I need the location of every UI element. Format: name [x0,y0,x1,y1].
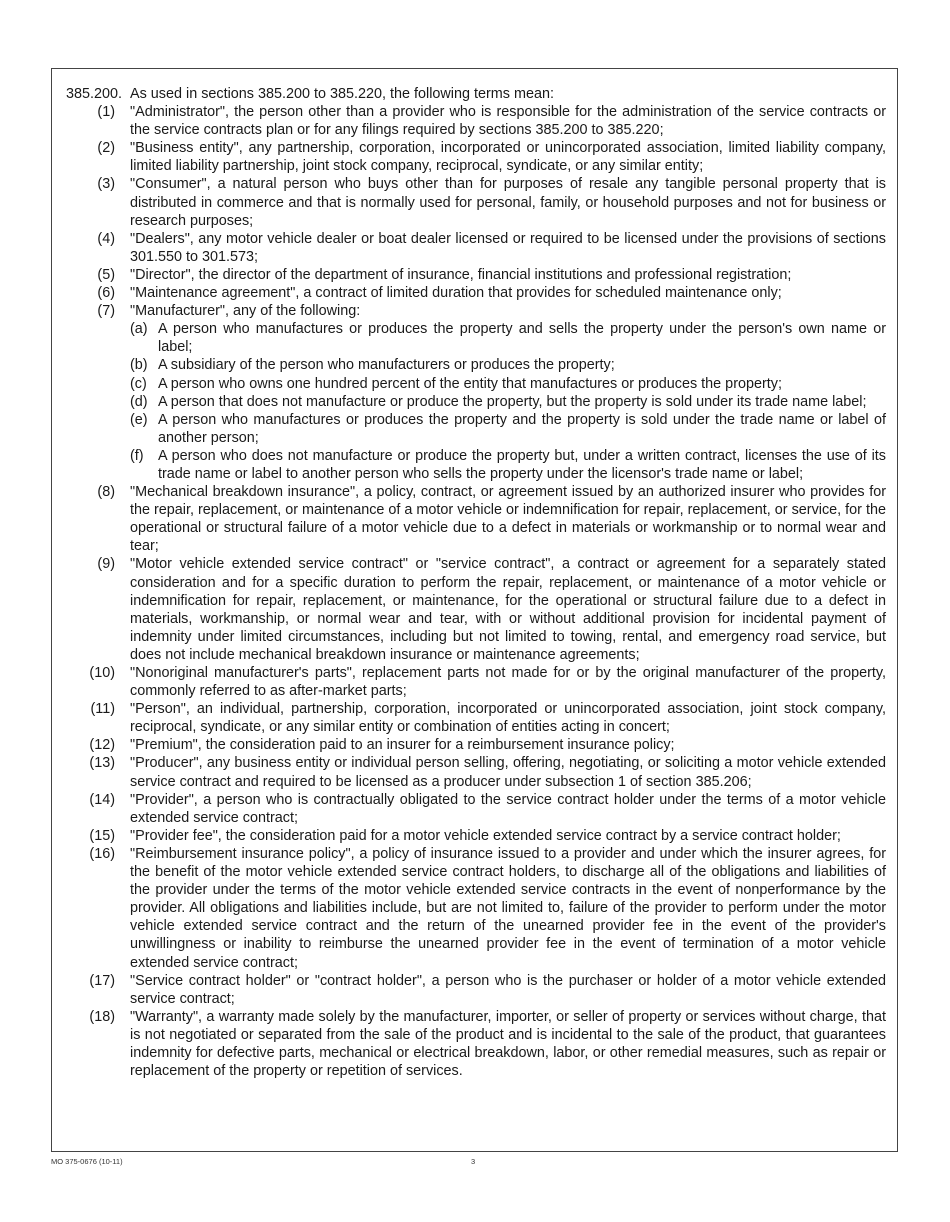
definition-item [66,700,886,736]
definition-item [66,175,886,229]
item-text: "Person", an individual, partnership, corporation, incorporated or unincorporated association, joint stock company, reciprocal, syndicate, or any similar entity or combination of entities acting in concert; [130,701,886,736]
sub-item-label: (c) [130,375,147,392]
item-number: (8) [97,484,115,501]
item-number: (16) [89,845,115,862]
section-intro [66,85,886,103]
item-text: "Maintenance agreement", a contract of limited duration that provides for scheduled maintenance only; [130,285,782,302]
item-text: "Mechanical breakdown insurance", a policy, contract, or agreement issued by an authorized insurer who provides for the repair, replacement, or maintenance of a motor vehicle or indemnification for repair, replacement, or service, for the operational or structural failure of a motor vehicle due to a defect in materials or workmanship or to normal wear and tear; [130,484,886,555]
sub-item [130,447,886,483]
item-number: (11) [90,701,115,718]
definitions-section [66,85,886,1080]
definition-item [66,266,886,284]
sub-item-text: A person who does not manufacture or produce the property but, under a written contract, licenses the use of its trade name or label to another person who sells the property under the licensor's trade name or label; [158,447,886,482]
sub-item-text: A person who manufactures or produces the property and the property is sold under the trade name or label of another person; [158,411,886,446]
sub-item-label: (a) [130,321,148,338]
item-number: (7) [97,303,115,320]
item-number: (3) [97,176,115,193]
definition-item [66,230,886,266]
item-text: "Nonoriginal manufacturer's parts", replacement parts not made for or by the original manufacturer of the property, commonly referred to as after-market parts; [130,665,886,700]
item-text: "Premium", the consideration paid to an insurer for a reimbursement insurance policy; [130,737,675,754]
item-text: "Director", the director of the department of insurance, financial institutions and professional registration; [130,266,792,283]
item-text: "Provider fee", the consideration paid for a motor vehicle extended service contract by a service contract holder; [130,827,841,844]
item-text: "Business entity", any partnership, corporation, incorporated or unincorporated association, limited liability company, limited liability partnership, joint stock company, reciprocal, syndicate, or any similar entity; [130,140,886,175]
sub-item [130,411,886,447]
sub-item [130,393,886,411]
item-number: (10) [89,665,115,681]
definition-item [66,827,886,845]
item-number: (1) [97,104,115,121]
definition-item [66,736,886,754]
sub-item-label: (f) [130,447,144,464]
item-number: (15) [89,827,115,844]
item-text: "Warranty", a warranty made solely by the manufacturer, importer, or seller of property or services without charge, that is not negotiated or separated from the sale of the product and is incidental to the sale of the product, that guarantees indemnity for defective parts, mechanical or electrical breakdown, labor, or other remedial measures, such as repair or replacement of the property or repetition of services. [130,1008,886,1080]
definition-item [66,664,886,700]
item-text: "Provider", a person who is contractually obligated to the service contract holder under the terms of a motor vehicle extended service contract; [130,791,886,826]
item-number: (17) [89,972,115,989]
item-text: "Service contract holder" or "contract holder", a person who is the purchaser or holder of a motor vehicle extended service contract; [130,972,886,1007]
item-number: (9) [97,556,115,573]
sub-item [130,356,886,374]
sub-item-label: (e) [130,411,148,428]
item-number: (12) [89,737,115,754]
definition-item [66,103,886,139]
item-text: "Consumer", a natural person who buys other than for purposes of resale any tangible personal property that is distributed in commerce and that is normally used for personal, family, or household purposes and not for business or research purposes; [130,176,886,229]
item-text: "Reimbursement insurance policy", a policy of insurance issued to a provider and under which the insurer agrees, for the benefit of the motor vehicle extended service contract holders, to discharge all of the obligations and liabilities of the provider under the terms of the motor vehicle extended service contracts in the event of nonperformance by the provider. All obligations and liabilities include, but are not limited to, failure of the provider to perform under the motor vehicle extended service contract and the return of the unearned provider fee in the event of the provider's unwillingness or inability to reimburse the unearned provider fee in the event of termination of a motor vehicle extended service contract; [130,845,886,971]
item-text: "Motor vehicle extended service contract" or "service contract", a contract or agreement for a separately stated consideration and for a specific duration to perform the repair, replacement, or maintenance of a motor vehicle or indemnification for repair, replacement, or maintenance, for the operational or structural failure due to a defect in materials, workmanship, or normal wear and tear, with or without additional provision for incidental payment of indemnity under limited circumstances, including but not limited to towing, rental, and emergency road service, but does not include mechanical breakdown insurance or maintenance agreements; [130,556,886,663]
sub-item-text: A person that does not manufacture or produce the property, but the property is sold under its trade name label; [158,393,867,410]
definition-item [66,1008,886,1080]
item-text: "Administrator", the person other than a provider who is responsible for the administration of the service contracts or the service contracts plan or for any filings required by sections 385.200 to 385.220; [130,104,886,139]
section-number: 385.200. [66,86,123,102]
sub-item-text: A person who manufactures or produces the property and sells the property under the person's own name or label; [158,321,886,356]
sub-item-text: A subsidiary of the person who manufacturers or produces the property; [158,357,615,374]
definition-item [66,139,886,175]
item-text: "Producer", any business entity or individual person selling, offering, negotiating, or soliciting a motor vehicle extended service contract and required to be licensed as a producer under subsection 1 of section 385.206; [130,755,886,790]
item-number: (14) [89,791,115,808]
sub-item [130,375,886,393]
sub-item [130,320,886,356]
item-number: (6) [97,285,115,302]
document-frame [51,68,898,1152]
sub-item-label: (d) [130,393,148,410]
sub-item-label: (b) [130,357,148,374]
item-number: (2) [97,140,115,157]
item-text: "Dealers", any motor vehicle dealer or boat dealer licensed or required to be licensed under the provisions of sections 301.550 to 301.573; [130,230,886,265]
definition-item [66,555,886,664]
section-intro-text: As used in sections 385.200 to 385.220, the following terms mean: [130,86,554,102]
item-body [130,302,886,483]
item-number: (13) [89,755,115,772]
definition-item [66,754,886,790]
definition-item [66,791,886,827]
definition-item [66,845,886,972]
sub-item-text: A person who owns one hundred percent of the entity that manufactures or produces the property; [158,375,782,392]
definition-item [66,483,886,555]
definition-item [66,302,886,483]
form-number: MO 375-0676 (10-11) [51,1157,123,1166]
page-number: 3 [471,1157,476,1166]
item-number: (18) [89,1008,115,1025]
item-number: (4) [97,230,115,247]
item-number: (5) [97,266,115,283]
definition-item [66,284,886,302]
item-text: "Manufacturer", any of the following: [130,303,361,320]
definition-item [66,972,886,1008]
